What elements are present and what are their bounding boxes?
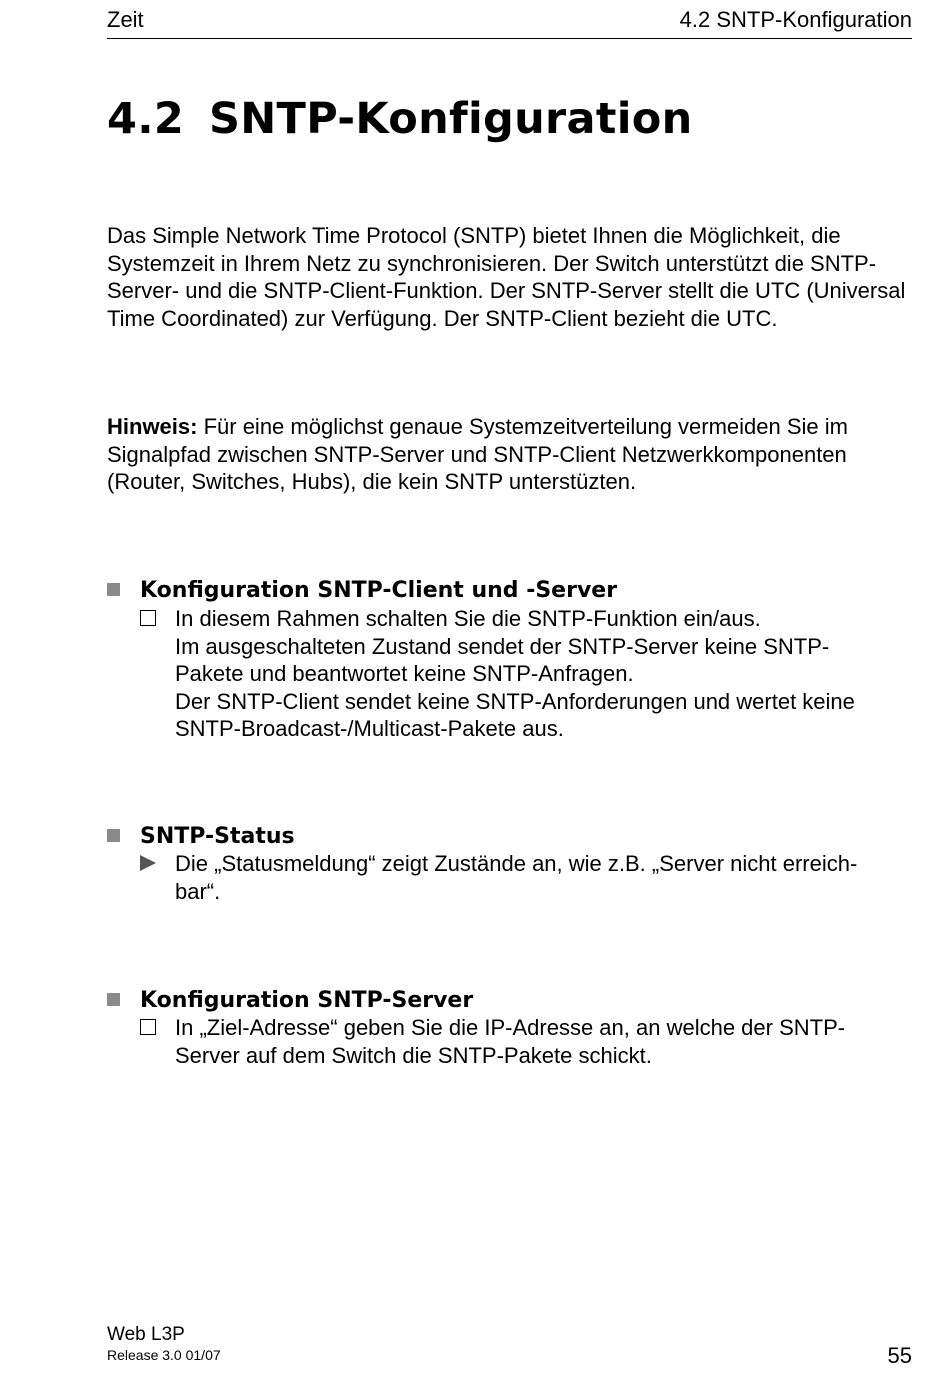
- section-heading-status: [107, 823, 295, 850]
- section-heading-client-server: [107, 577, 617, 604]
- item-line: Im ausgeschalteten Zustand sendet der SNTP-Server keine SNTP-: [175, 633, 830, 659]
- checkbox-icon: [140, 1014, 175, 1042]
- note-label: Hinweis:: [107, 414, 198, 439]
- item-line: Pakete und beantwortet keine SNTP-Anfragen.: [175, 661, 634, 686]
- section-heading-text: Konfiguration SNTP-Client und -Server: [140, 578, 618, 603]
- section-item-server: [140, 1014, 915, 1069]
- item-line: Der SNTP-Client sendet keine SNTP-Anforderungen und wertet keine: [175, 688, 855, 714]
- section-bullet-icon: [107, 829, 120, 842]
- section-item-status: [140, 850, 915, 905]
- note-paragraph: [107, 413, 917, 496]
- item-line: Server auf dem Switch die SNTP-Pakete schickt.: [175, 1042, 652, 1068]
- section-bullet-icon: [107, 583, 120, 596]
- item-line: SNTP-Broadcast-/Multicast-Pakete aus.: [175, 716, 564, 741]
- title-number: 4.2: [107, 94, 185, 144]
- item-line: Die „Statusmeldung“ zeigt Zustände an, wie z.B. „Server nicht erreich-: [175, 851, 858, 876]
- arrow-right-icon: [140, 850, 175, 878]
- item-line: bar“.: [175, 878, 221, 904]
- footer-release: Release 3.0 01/07: [107, 1347, 221, 1363]
- intro-paragraph: Das Simple Network Time Protocol (SNTP) bietet Ihnen die Möglichkeit, die Systemzeit in Ihrem Netz zu synchronisieren. Der Switch unterstützt die SNTP-Server- und die SNTP-Client-Funktion. Der SNTP-Server stellt die UTC (Universal Time Coordinated) zur Verfügung. Der SNTP-Client bezieht die UTC.: [107, 223, 906, 331]
- header-rule: [107, 38, 912, 39]
- page-number: 55: [887, 1343, 912, 1368]
- section-heading-server: [107, 987, 473, 1014]
- page-title: [107, 93, 693, 145]
- header-section: 4.2 SNTP-Konfiguration: [679, 7, 912, 32]
- section-item-client-server: [140, 605, 915, 743]
- item-line: In diesem Rahmen schalten Sie die SNTP-Funktion ein/aus.: [175, 606, 761, 631]
- item-line: In „Ziel-Adresse“ geben Sie die IP-Adresse an, an welche der SNTP-: [175, 1015, 846, 1040]
- note-text: Für eine möglichst genaue Systemzeitverteilung vermeiden Sie im Signalpfad zwischen SNTP-Server und SNTP-Client Netzwerkkomponenten (Router, Switches, Hubs), die kein SNTP unterstüzten.: [107, 414, 848, 494]
- header-chapter: Zeit: [107, 7, 144, 32]
- checkbox-icon: [140, 605, 175, 633]
- section-bullet-icon: [107, 993, 120, 1006]
- footer-product: Web L3P: [107, 1324, 185, 1345]
- section-heading-text: SNTP-Status: [140, 824, 295, 849]
- section-heading-text: Konfiguration SNTP-Server: [140, 988, 474, 1013]
- title-text: SNTP-Konfiguration: [209, 94, 693, 144]
